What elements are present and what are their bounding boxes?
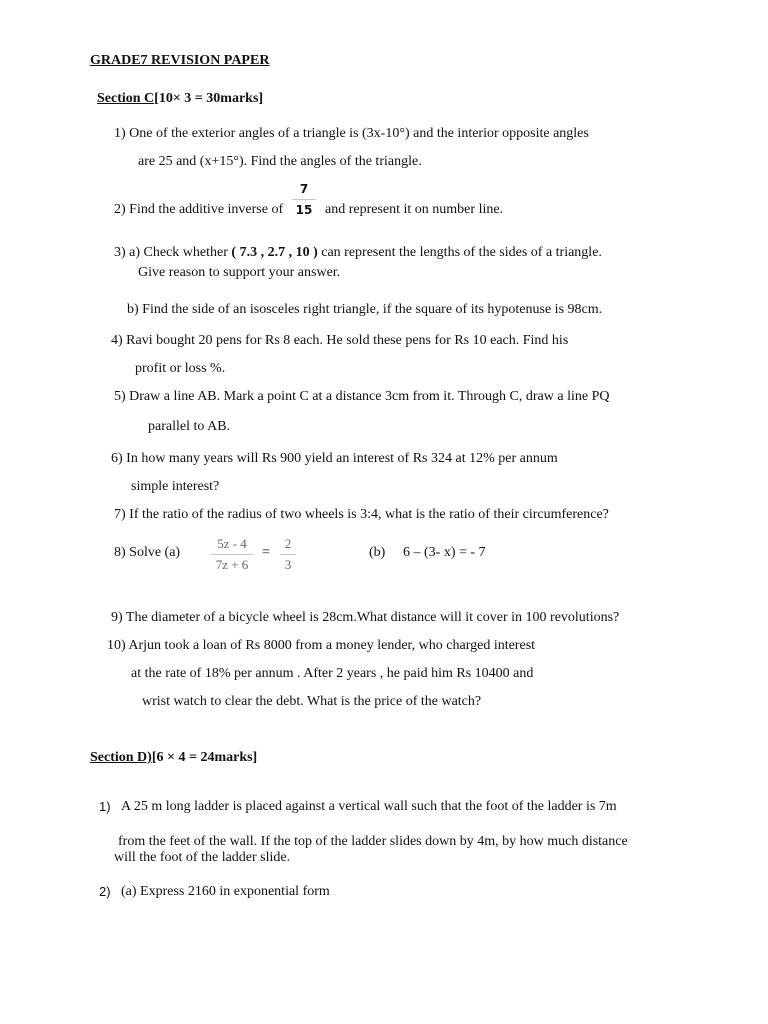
question-c5-line2: parallel to AB. bbox=[148, 419, 231, 434]
question-c2-fraction bbox=[292, 180, 316, 219]
question-c8b-label: (b) bbox=[369, 545, 386, 560]
question-c5-line1: 5) Draw a line AB. Mark a point C at a distance 3cm from it. Through C, draw a line PQ bbox=[114, 389, 610, 404]
question-d1-line2: from the feet of the wall. If the top of the ladder slides down by 4m, by how much distance bbox=[118, 834, 628, 849]
question-c3a-line2: Give reason to support your answer. bbox=[138, 265, 341, 280]
question-d2-number: 2) bbox=[99, 884, 111, 899]
question-c8a-left-fraction bbox=[210, 535, 254, 574]
question-c4-line2: profit or loss %. bbox=[135, 361, 226, 376]
fraction-numerator: 2 bbox=[284, 536, 292, 551]
question-c6-line2: simple interest? bbox=[131, 479, 220, 494]
section-c-name: Section C bbox=[97, 91, 155, 106]
question-c8-label: 8) Solve (a) bbox=[114, 545, 181, 560]
question-d1-line1: A 25 m long ladder is placed against a vertical wall such that the foot of the ladder is 7m bbox=[121, 799, 617, 814]
question-c2-suffix: and represent it on number line. bbox=[325, 202, 504, 217]
question-d1-line3: will the foot of the ladder slide. bbox=[114, 850, 291, 865]
question-c3a-line1 bbox=[114, 245, 602, 261]
question-c10-line2: at the rate of 18% per annum . After 2 years , he paid him Rs 10400 and bbox=[131, 666, 534, 681]
question-c7: 7) If the ratio of the radius of two wheels is 3:4, what is the ratio of their circumference? bbox=[114, 507, 609, 522]
fraction-bar bbox=[280, 554, 296, 555]
question-d1-number: 1) bbox=[99, 799, 111, 814]
question-c3b: b) Find the side of an isosceles right triangle, if the square of its hypotenuse is 98cm. bbox=[127, 302, 603, 317]
question-c1-line1: 1) One of the exterior angles of a triangle is (3x-10°) and the interior opposite angles bbox=[114, 126, 589, 141]
question-c4-line1: 4) Ravi bought 20 pens for Rs 8 each. He sold these pens for Rs 10 each. Find his bbox=[111, 333, 569, 348]
section-d-heading bbox=[90, 750, 257, 766]
paper-title: GRADE7 REVISION PAPER bbox=[90, 53, 270, 68]
section-c-heading bbox=[97, 91, 263, 107]
question-c3a-numbers: ( 7.3 , 2.7 , 10 ) bbox=[231, 245, 318, 260]
fraction-bar bbox=[292, 199, 316, 200]
question-c2-prefix: 2) Find the additive inverse of bbox=[114, 202, 284, 217]
fraction-bar bbox=[210, 554, 254, 555]
question-c10-line3: wrist watch to clear the debt. What is the price of the watch? bbox=[142, 694, 482, 709]
fraction-numerator: 5z - 4 bbox=[217, 536, 247, 551]
question-c3a-suffix: can represent the lengths of the sides of a triangle. bbox=[321, 245, 602, 260]
fraction-denominator: 15 bbox=[295, 203, 313, 217]
question-d2-line1: (a) Express 2160 in exponential form bbox=[121, 884, 330, 899]
fraction-denominator: 3 bbox=[284, 557, 292, 572]
fraction-denominator: 7z + 6 bbox=[215, 557, 249, 572]
question-c9: 9) The diameter of a bicycle wheel is 28cm.What distance will it cover in 100 revolutions? bbox=[111, 610, 620, 625]
section-c-marks: [10× 3 = 30marks] bbox=[154, 91, 264, 106]
question-c1-line2: are 25 and (x+15°). Find the angles of the triangle. bbox=[138, 154, 422, 169]
fraction-numerator: 7 bbox=[299, 182, 309, 196]
question-c6-line1: 6) In how many years will Rs 900 yield an interest of Rs 324 at 12% per annum bbox=[111, 451, 558, 466]
question-c3a-prefix: 3) a) Check whether bbox=[114, 245, 228, 260]
question-c10-line1: 10) Arjun took a loan of Rs 8000 from a money lender, who charged interest bbox=[107, 638, 536, 653]
section-d-marks: [6 × 4 = 24marks] bbox=[151, 750, 258, 765]
question-c8a-equals: = bbox=[262, 545, 270, 560]
question-c8a-right-fraction bbox=[280, 535, 296, 574]
section-d-name: Section D) bbox=[90, 750, 152, 765]
question-c8b-equation: 6 – (3- x) = - 7 bbox=[403, 545, 486, 560]
